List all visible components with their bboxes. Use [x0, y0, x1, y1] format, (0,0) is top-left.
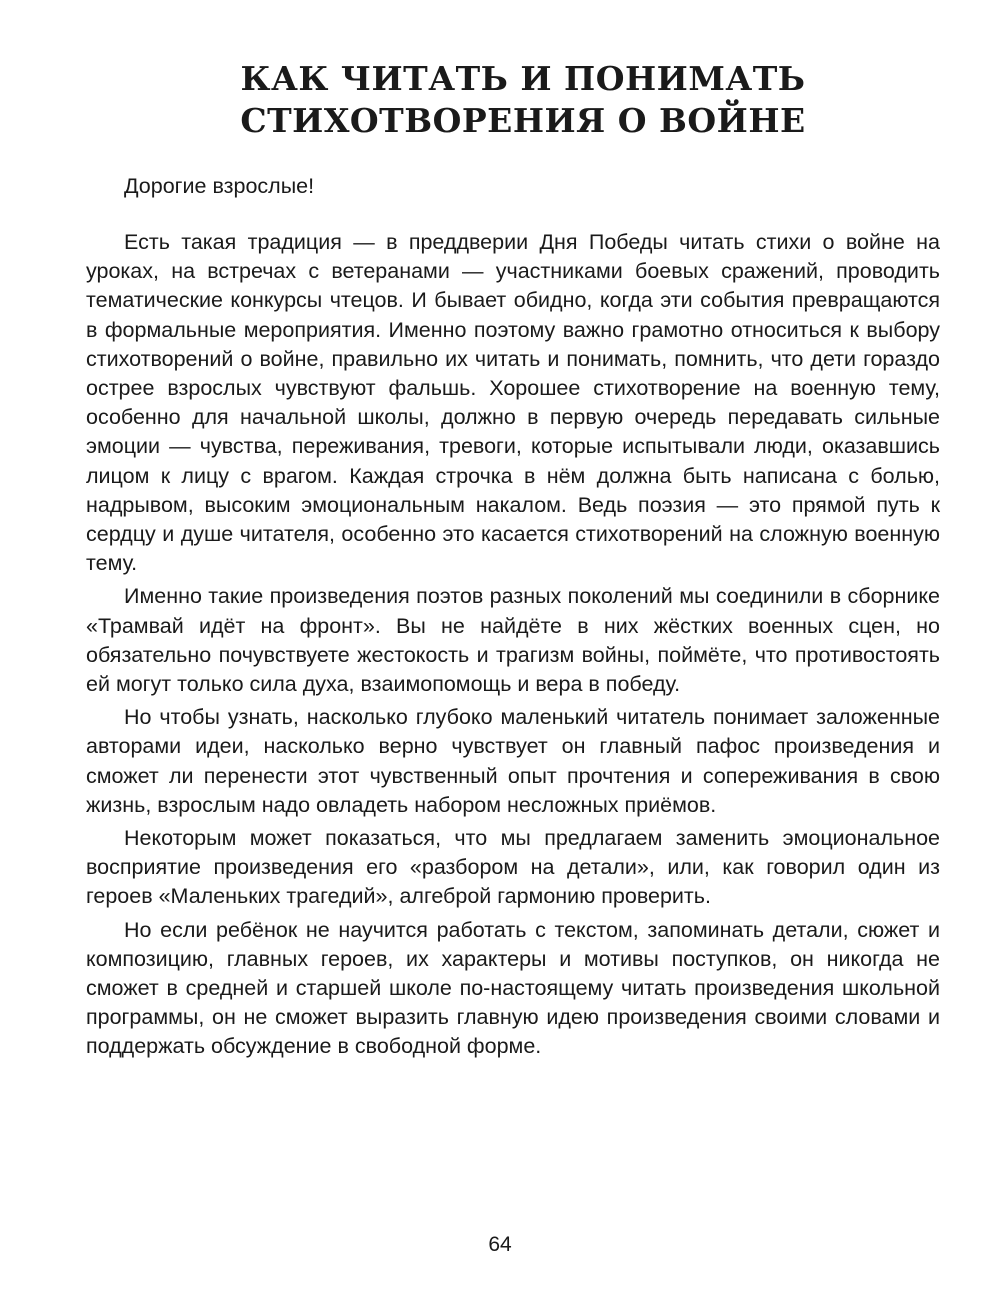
title-line-2: СТИХОТВОРЕНИЯ О ВОЙНЕ	[240, 101, 806, 140]
paragraph-2: Именно такие произведения поэтов разных поколений мы соединили в сборнике «Трамвай идёт на фронт». Вы не найдёте в них жёстких военных сцен, но обязательно почувствуете жестокость и трагизм войны, поймёте, что противостоять ей могут только сила духа, взаимопомощь и вера в победу.	[86, 584, 940, 697]
page	[86, 58, 940, 1066]
title-line-1: КАК ЧИТАТЬ И ПОНИМАТЬ	[240, 59, 806, 98]
paragraph-5: Но если ребёнок не научится работать с текстом, запоминать детали, сюжет и композицию, главных героев, их характеры и мотивы поступков, он никогда не сможет в средней и старшей школе по-настоящему читать произведения школьной программы, он не сможет выразить главную идею произведения своими словами и поддержать обсуждение в свободной форме.	[86, 917, 940, 1059]
paragraph-3: Но чтобы узнать, насколько глубоко маленький читатель понимает заложенные авторами идеи, насколько верно чувствует он главный пафос произведения и сможет ли перенести этот чувственный опыт прочтения и сопереживания в свою жизнь, взрослым надо овладеть набором несложных приёмов.	[86, 705, 940, 817]
greeting: Дорогие взрослые!	[124, 174, 315, 198]
paragraph-4: Некоторым может показаться, что мы предлагаем заменить эмоциональное восприятие произведения его «разбором на детали», или, как говорил один из героев «Маленьких трагедий», алгеброй гармонию проверить.	[86, 826, 940, 909]
body-text	[86, 228, 940, 1062]
page-number: 64	[488, 1233, 512, 1256]
paragraph-1: Есть такая традиция — в преддверии Дня Победы читать стихи о войне на уроках, на встречах с ветеранами — участниками боевых сражений, проводить тематические конкурсы чтецов. И бывает обидно, когда эти события превращаются в формальные мероприятия. Именно поэтому важно грамотно относиться к выбору стихотворений о войне, правильно их читать и понимать, помнить, что дети гораздо острее взрослых чувствуют фальшь. Хорошее стихотворение на военную тему, особенно для начальной школы, должно в первую очередь передавать сильные эмоции — чувства, переживания, тревоги, которые испытывали люди, оказавшись лицом к лицу с врагом. Каждая строчка в нём должна быть написана с болью, надрывом, высоким эмоциональным накалом. Ведь поэзия — это прямой путь к сердцу и душе читателя, особенно это касается стихотворений на сложную военную тему.	[86, 230, 940, 576]
page-title	[86, 58, 940, 142]
